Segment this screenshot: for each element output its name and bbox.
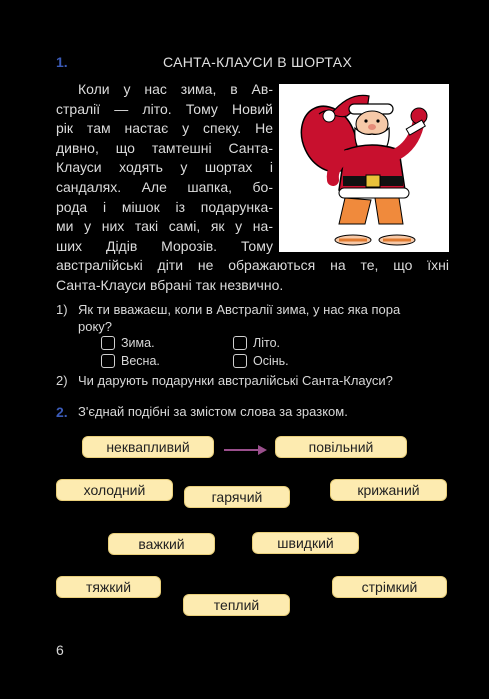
word-card[interactable]: теплий bbox=[183, 594, 290, 616]
task-2-instruction: З'єднай подібні за змістом слова за зразком. bbox=[78, 404, 348, 419]
story-line: дивно, що тамтешні Санта- bbox=[56, 139, 273, 156]
task-number-1: 1. bbox=[56, 54, 68, 70]
story-line: рода і мішок із подарунка- bbox=[56, 198, 273, 215]
story-line: рік там настає у спеку. Не bbox=[56, 120, 273, 137]
checkbox[interactable] bbox=[233, 354, 247, 368]
word-card[interactable]: крижаний bbox=[330, 479, 447, 501]
question-2-text: Чи дарують подарунки австралійські Санта-Клауси? bbox=[78, 373, 393, 388]
story-line: стралії — літо. Тому Новий bbox=[56, 100, 273, 117]
option-label: Зима. bbox=[121, 336, 155, 350]
story-line: Коли у нас зима, в Ав- bbox=[78, 81, 273, 97]
santa-in-shorts-icon bbox=[279, 84, 449, 252]
story-text-wrapped bbox=[56, 80, 273, 256]
story-line: Клауси ходять у шортах і bbox=[56, 159, 273, 176]
page-number: 6 bbox=[56, 642, 64, 658]
option-autumn[interactable] bbox=[233, 354, 289, 368]
word-card[interactable]: холодний bbox=[56, 479, 173, 501]
story-text-tail bbox=[56, 256, 449, 295]
word-card[interactable]: стрімкий bbox=[332, 576, 447, 598]
option-label: Осінь. bbox=[253, 354, 289, 368]
story-title: САНТА-КЛАУСИ В ШОРТАХ bbox=[163, 54, 353, 70]
question-1-text-cont: року? bbox=[78, 319, 113, 334]
question-1-number: 1) bbox=[56, 302, 68, 317]
checkbox[interactable] bbox=[101, 336, 115, 350]
task-number-2: 2. bbox=[56, 404, 68, 420]
question-1-text: Як ти вважаєш, коли в Австралії зима, у нас яка пора bbox=[78, 302, 401, 317]
option-summer[interactable] bbox=[233, 336, 280, 350]
story-line: Санта-Клауси вбрані так незвично. bbox=[56, 276, 284, 293]
word-card[interactable]: тяжкий bbox=[56, 576, 161, 598]
word-card[interactable]: неквапливий bbox=[82, 436, 214, 458]
story-line: австралійські діти не ображаються на те, що їхні bbox=[56, 257, 449, 273]
option-label: Весна. bbox=[121, 354, 160, 368]
arrow-right-icon bbox=[224, 444, 268, 456]
word-card[interactable]: важкий bbox=[108, 533, 215, 555]
option-label: Літо. bbox=[253, 336, 280, 350]
story-line: сандалях. Але шапка, бо- bbox=[56, 178, 273, 195]
santa-illustration bbox=[279, 84, 449, 252]
option-winter[interactable] bbox=[101, 336, 155, 350]
story-line: ших Дідів Морозів. Тому bbox=[56, 237, 273, 254]
word-card[interactable]: повільний bbox=[275, 436, 407, 458]
word-card[interactable]: швидкий bbox=[252, 532, 359, 554]
checkbox[interactable] bbox=[101, 354, 115, 368]
option-spring[interactable] bbox=[101, 354, 160, 368]
checkbox[interactable] bbox=[233, 336, 247, 350]
story-line: ми у них такі самі, як у на- bbox=[56, 218, 273, 235]
word-card[interactable]: гарячий bbox=[184, 486, 290, 508]
question-2-number: 2) bbox=[56, 373, 68, 388]
